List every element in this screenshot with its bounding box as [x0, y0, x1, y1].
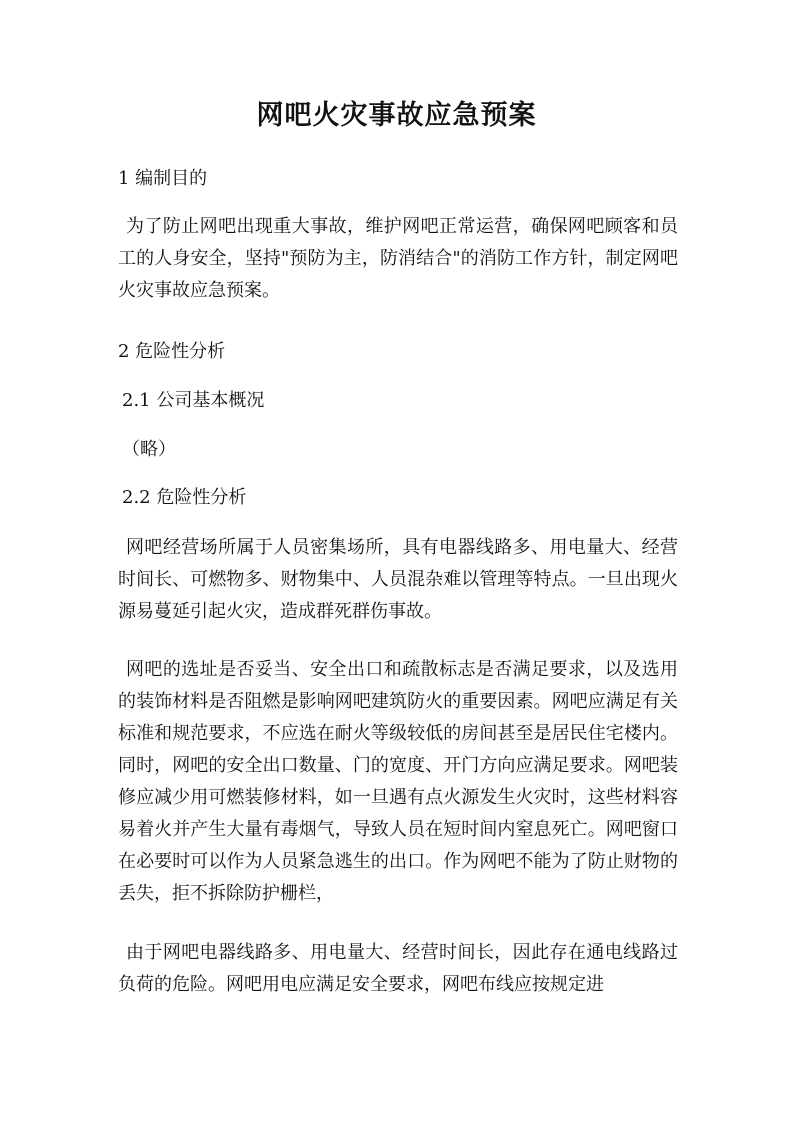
document-title: 网吧火灾事故应急预案 [256, 100, 537, 131]
section-1-heading: 1 编制目的 [118, 168, 208, 189]
section-2-2-heading: 2.2 危险性分析 [122, 487, 247, 508]
section-2-1-heading: 2.1 公司基本概况 [122, 390, 265, 411]
section-2-1-body: （略） [122, 439, 176, 460]
section-1-paragraph: 为了防止网吧出现重大事故，维护网吧正常运营，确保网吧顾客和员工的人身安全，坚持"预防为主，防消结合"的消防工作方针，制定网吧火灾事故应急预案。 [118, 216, 678, 301]
section-2-2-paragraph-3: 由于网吧电器线路多、用电量大、经营时间长，因此存在通电线路过负荷的危险。网吧用电应满足安全要求，网吧布线应按规定进 [118, 942, 678, 995]
section-2-heading: 2 危险性分析 [118, 341, 226, 362]
section-2-2-paragraph-1: 网吧经营场所属于人员密集场所，具有电器线路多、用电量大、经营时间长、可燃物多、财物集中、人员混杂难以管理等特点。一旦出现火源易蔓延引起火灾，造成群死群伤事故。 [118, 537, 678, 622]
section-2-2-paragraph-2: 网吧的选址是否妥当、安全出口和疏散标志是否满足要求，以及选用的装饰材料是否阻燃是影响网吧建筑防火的重要因素。网吧应满足有关标准和规范要求，不应选在耐火等级较低的房间甚至是居民住宅楼内。同时，网吧的安全出口数量、门的宽度、开门方向应满足要求。网吧装修应减少用可燃装修材料，如一旦遇有点火源发生火灾时，这些材料容易着火并产生大量有毒烟气，导致人员在短时间内窒息死亡。网吧窗口在必要时可以作为人员紧急逃生的出口。作为网吧不能为了防止财物的丢失，拒不拆除防护栅栏， [118, 659, 678, 904]
